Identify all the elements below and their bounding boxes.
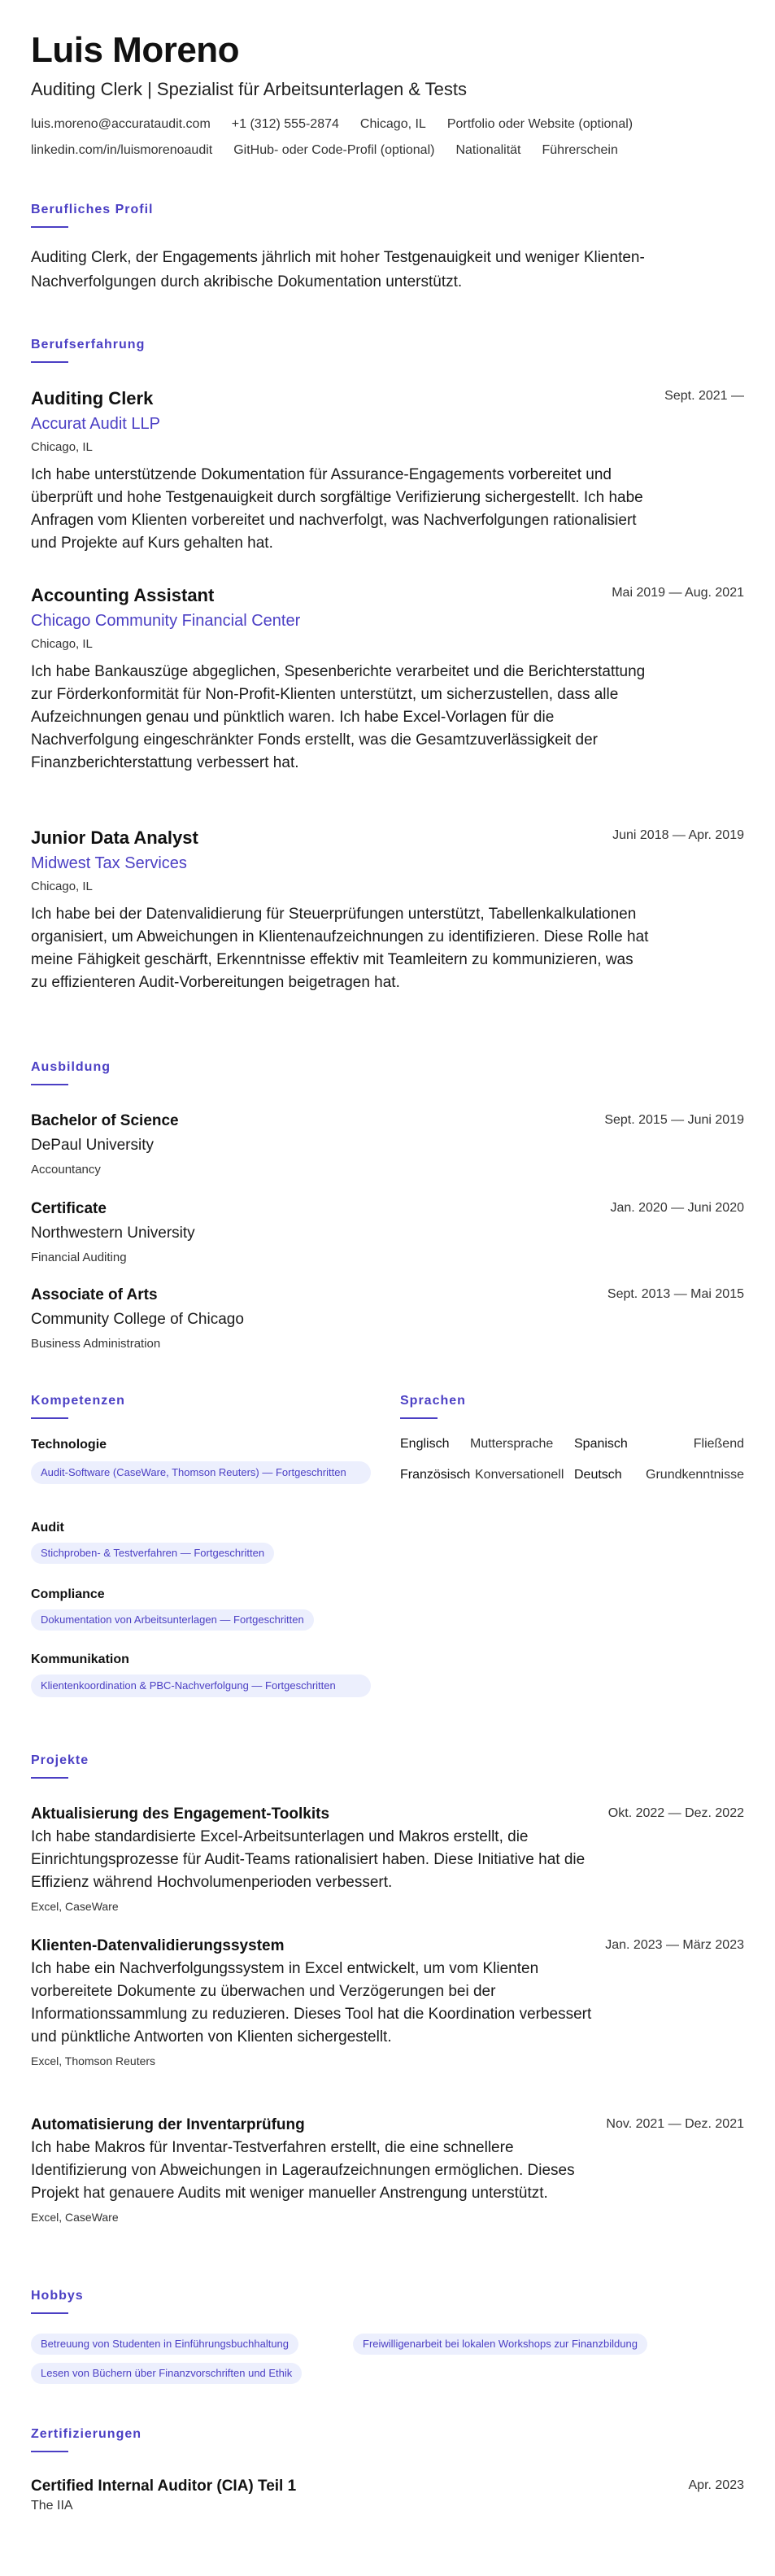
project-tech: Excel, Thomson Reuters [31, 2054, 156, 2067]
education-item [31, 1111, 744, 1178]
contact-email[interactable]: luis.moreno@accurataudit.com [31, 117, 211, 131]
section-divider [31, 2312, 68, 2314]
language-level: Muttersprache [470, 1437, 554, 1451]
contact-list [31, 116, 730, 159]
skill-pill: Dokumentation von Arbeitsunterlagen — Fortgeschritten [31, 1609, 314, 1631]
job-title: Auditing Clerk [31, 388, 154, 408]
section-divider [31, 1777, 68, 1779]
job-location: Chicago, IL [31, 440, 93, 454]
job-company: Accurat Audit LLP [31, 415, 160, 433]
job-description: Ich habe unterstützende Dokumentation für Assurance-Engagements vorbereitet und überprüft und hohe Testgenauigkeit durch sorgfältige Verifizierung sichergestellt. Ich habe Anfragen vom Klienten vorbereitet und nachverfolgt, was Nachverfolgungen rationalisiert und Projekte auf Kurs gehalten hat. [31, 466, 643, 552]
skill-category: Technologie [31, 1438, 107, 1452]
section-divider [31, 2451, 68, 2452]
edu-school: Community College of Chicago [31, 1311, 244, 1328]
certification-item [31, 2477, 744, 2514]
job-date: Mai 2019 — Aug. 2021 [612, 586, 744, 600]
project-item [31, 1805, 744, 1914]
job-date: Sept. 2021 — [664, 389, 744, 403]
experience-section [31, 337, 744, 363]
skills-section [31, 1393, 372, 1419]
profile-summary: Auditing Clerk, der Engagements jährlich mit hoher Testgenauigkeit und weniger Klienten-Nachverfolgungen durch akribische Dokumentation unterstützt. [31, 249, 645, 290]
edu-school: Northwestern University [31, 1225, 195, 1242]
contact-phone[interactable]: +1 (312) 555-2874 [231, 117, 339, 131]
experience-item [31, 584, 744, 775]
cert-date: Apr. 2023 [688, 2478, 744, 2492]
experience-item [31, 387, 744, 555]
project-date: Okt. 2022 — Dez. 2022 [607, 1806, 744, 1820]
skill-category: Kommunikation [31, 1653, 129, 1666]
languages-section [400, 1393, 742, 1419]
language-name: Deutsch [574, 1468, 622, 1482]
language-level: Grundkenntnisse [646, 1468, 744, 1482]
section-title-projects: Projekte [31, 1753, 89, 1767]
skill-pill: Klientenkoordination & PBC-Nachverfolgung — Fortgeschritten [31, 1674, 371, 1697]
candidate-name: Luis Moreno [31, 30, 240, 70]
edu-degree: Bachelor of Science [31, 1112, 179, 1129]
cert-issuer: The IIA [31, 2499, 73, 2513]
project-tech: Excel, CaseWare [31, 2211, 119, 2224]
contact-nationality: Nationalität [455, 143, 521, 157]
experience-item [31, 827, 744, 994]
projects-section [31, 1753, 744, 1779]
language-name: Französisch [400, 1468, 471, 1482]
job-company: Chicago Community Financial Center [31, 612, 301, 630]
profile-section [31, 202, 730, 295]
edu-field: Business Administration [31, 1337, 161, 1351]
education-section [31, 1059, 744, 1085]
section-title-hobbies: Hobbys [31, 2289, 84, 2303]
contact-location: Chicago, IL [359, 117, 426, 131]
edu-school: DePaul University [31, 1137, 154, 1154]
contact-linkedin[interactable]: linkedin.com/in/luismorenoaudit [31, 143, 213, 157]
project-title: Klienten-Datenvalidierungssystem [31, 1937, 285, 1954]
edu-degree: Certificate [31, 1200, 107, 1217]
project-date: Nov. 2021 — Dez. 2021 [606, 2117, 744, 2131]
hobby-pill: Freiwilligenarbeit bei lokalen Workshops zur Finanzbildung [353, 2334, 647, 2355]
hobby-pill: Lesen von Büchern über Finanzvorschriften und Ethik [31, 2363, 302, 2384]
edu-date: Sept. 2015 — Juni 2019 [604, 1113, 744, 1127]
language-name: Spanisch [574, 1437, 628, 1451]
education-item [31, 1199, 744, 1266]
skill-pill: Audit-Software (CaseWare, Thomson Reuters) — Fortgeschritten [31, 1461, 371, 1484]
job-description: Ich habe Bankauszüge abgeglichen, Spesenberichte verarbeitet und die Berichterstattung zur Förderkonformität für Non-Profit-Klienten unterstützt, um sicherzustellen, dass alle Aufzeichnungen genau und pünktlich waren. Ich habe Excel-Vorlagen für die Nachverfolgung eingeschränkter Fonds erstellt, was die Gesamtzuverlässigkeit der Finanzberichterstattung verbessert hat. [31, 663, 646, 771]
skill-category: Audit [31, 1521, 64, 1535]
language-name: Englisch [400, 1437, 450, 1451]
section-divider [31, 226, 68, 228]
job-location: Chicago, IL [31, 880, 93, 893]
project-date: Jan. 2023 — März 2023 [605, 1938, 744, 1952]
project-tech: Excel, CaseWare [31, 1900, 119, 1913]
project-item [31, 1936, 744, 2068]
job-company: Midwest Tax Services [31, 854, 187, 872]
candidate-headline: Auditing Clerk | Spezialist für Arbeitsunterlagen & Tests [31, 79, 468, 99]
education-item [31, 1286, 744, 1352]
skill-category: Compliance [31, 1587, 105, 1601]
section-divider [31, 1417, 68, 1419]
section-title-profile: Berufliches Profil [31, 203, 154, 216]
section-divider [31, 1084, 68, 1085]
section-title-skills: Kompetenzen [31, 1394, 125, 1408]
project-title: Automatisierung der Inventarprüfung [31, 2116, 305, 2133]
edu-degree: Associate of Arts [31, 1286, 158, 1303]
section-title-experience: Berufserfahrung [31, 338, 146, 351]
job-description: Ich habe bei der Datenvalidierung für Steuerprüfungen unterstützt, Tabellenkalkulationen organisiert, um Abweichungen in Klientenaufzeichnungen zu identifizieren. Diese Rolle hat meine Fähigkeit geschärft, Erkenntnisse effektiv mit Teamleitern zu kommunizieren, was zu effizienteren Audit-Vorbereitungen beigetragen hat. [31, 906, 649, 991]
section-title-certifications: Zertifizierungen [31, 2427, 142, 2441]
contact-github[interactable]: GitHub- oder Code-Profil (optional) [233, 143, 435, 157]
section-title-languages: Sprachen [400, 1394, 466, 1408]
skill-pill: Stichproben- & Testverfahren — Fortgeschritten [31, 1543, 274, 1564]
contact-portfolio[interactable]: Portfolio oder Website (optional) [446, 117, 633, 131]
edu-date: Jan. 2020 — Juni 2020 [610, 1201, 744, 1215]
project-item [31, 2115, 744, 2225]
hobbies-section [31, 2288, 744, 2314]
edu-date: Sept. 2013 — Mai 2015 [607, 1287, 744, 1301]
edu-field: Accountancy [31, 1163, 101, 1177]
project-description: Ich habe standardisierte Excel-Arbeitsunterlagen und Makros erstellt, die Einrichtungsprozesse für Audit-Teams rationalisiert haben. Diese Initiative hat die Effizienz während Hochvolumenperioden verbessert. [31, 1828, 586, 1891]
project-title: Aktualisierung des Engagement-Toolkits [31, 1805, 330, 1823]
certifications-section [31, 2426, 744, 2452]
edu-field: Financial Auditing [31, 1251, 127, 1264]
cert-title: Certified Internal Auditor (CIA) Teil 1 [31, 2478, 297, 2495]
job-date: Juni 2018 — Apr. 2019 [612, 828, 744, 842]
language-level: Fließend [693, 1437, 744, 1451]
section-title-education: Ausbildung [31, 1060, 111, 1074]
language-level: Konversationell [475, 1468, 564, 1482]
section-divider [400, 1417, 438, 1419]
job-title: Junior Data Analyst [31, 827, 198, 848]
section-divider [31, 361, 68, 363]
hobby-pill: Betreuung von Studenten in Einführungsbuchhaltung [31, 2334, 298, 2355]
project-description: Ich habe ein Nachverfolgungssystem in Excel entwickelt, um vom Klienten vorbereitete Dokumente zu überwachen und Verzögerungen bei der Informationssammlung zu reduzieren. Dieses Tool hat die Koordination verbessert und pünktliche Antworten von Klienten sichergestellt. [31, 1960, 592, 2046]
contact-license: Führerschein [542, 143, 618, 157]
job-title: Accounting Assistant [31, 585, 215, 605]
project-description: Ich habe Makros für Inventar-Testverfahren erstellt, die eine schnellere Identifizierung von Abweichungen in Lageraufzeichnungen ermöglichen. Dieses Projekt hat genauere Audits mit weniger manueller Anstrengung unterstützt. [31, 2139, 575, 2202]
job-location: Chicago, IL [31, 637, 93, 651]
